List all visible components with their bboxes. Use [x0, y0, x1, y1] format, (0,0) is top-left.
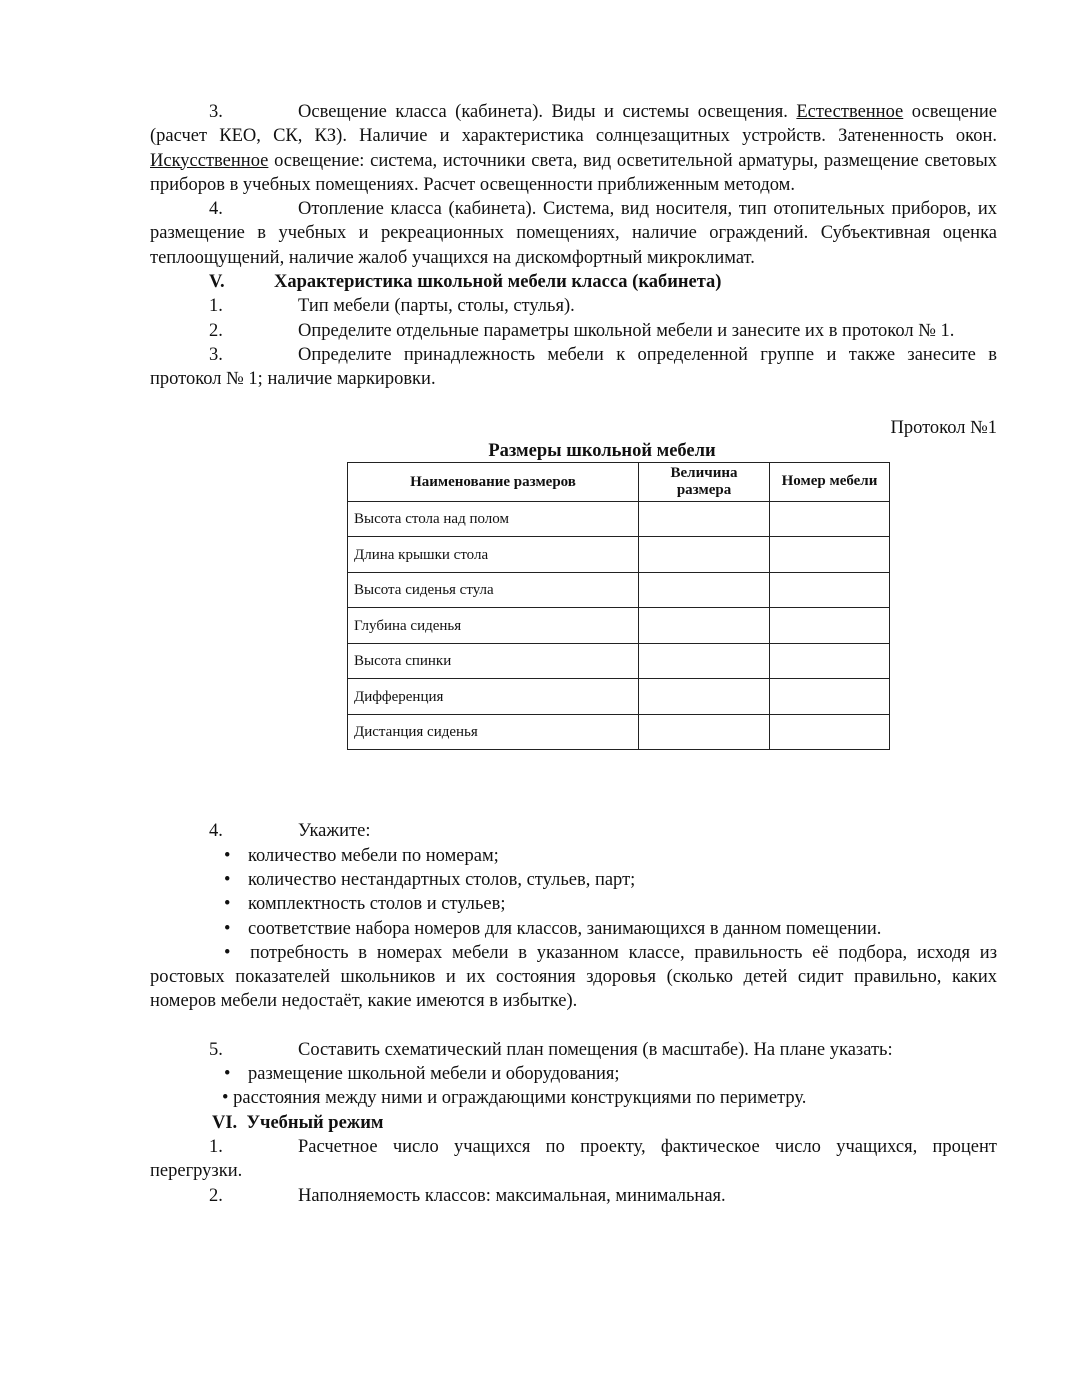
- value-cell[interactable]: [639, 643, 770, 679]
- row-label: Высота сиденья стула: [348, 572, 639, 608]
- lighting-text-c: освещение: система, источники света, вид осветительной арматуры, размещение световых приборов в учебных помещениях. Расчет освещенности приближенным методом.: [150, 150, 997, 195]
- value-cell[interactable]: [639, 537, 770, 573]
- item-text: Определите отдельные параметры школьной мебели и занесите их в протокол № 1.: [298, 320, 955, 341]
- bullet-item: [150, 892, 997, 916]
- table-row: [348, 714, 890, 750]
- bullet-item: [150, 941, 997, 1014]
- table-row: [348, 537, 890, 573]
- bullet-text: расстояния между ними и ограждающими конструкциями по периметру.: [233, 1088, 807, 1109]
- table-header-row: [348, 462, 890, 501]
- item-text: Укажите:: [298, 821, 371, 842]
- bullet-icon: •: [224, 918, 231, 939]
- list-item: [150, 1038, 997, 1062]
- table-row: [348, 608, 890, 644]
- value-cell[interactable]: [639, 714, 770, 750]
- value-cell[interactable]: [639, 679, 770, 715]
- value-cell[interactable]: [639, 608, 770, 644]
- section-roman: V.: [209, 272, 225, 293]
- item-text: Составить схематический план помещения (в масштабе). На плане указать:: [298, 1039, 893, 1060]
- bullet-item: [150, 844, 997, 868]
- number-cell[interactable]: [770, 679, 890, 715]
- bullet-icon: •: [224, 869, 231, 890]
- row-label: Длина крышки стола: [348, 537, 639, 573]
- section-title: Характеристика школьной мебели класса (кабинета): [274, 272, 722, 293]
- lighting-text-a: Освещение класса (кабинета). Виды и системы освещения.: [298, 102, 797, 122]
- list-item: [150, 1135, 997, 1184]
- item-text: Наполняемость классов: максимальная, минимальная.: [298, 1185, 726, 1206]
- row-label: Глубина сиденья: [348, 608, 639, 644]
- list-item: [150, 343, 997, 392]
- number-cell[interactable]: [770, 714, 890, 750]
- section-title: Учебный режим: [246, 1112, 384, 1133]
- bullet-text: количество мебели по номерам;: [248, 845, 499, 866]
- column-header-name: Наименование размеров: [348, 462, 639, 501]
- value-cell[interactable]: [639, 572, 770, 608]
- table-row: [348, 643, 890, 679]
- bullet-icon: •: [224, 894, 231, 915]
- bullet-item: [150, 1086, 997, 1110]
- item-text: Тип мебели (парты, столы, стулья).: [298, 296, 575, 317]
- row-label: Дистанция сиденья: [348, 714, 639, 750]
- protocol-label: Протокол №1: [890, 417, 997, 438]
- paragraph-lighting: [150, 100, 997, 197]
- section-heading-v: [150, 270, 997, 294]
- number-cell[interactable]: [770, 643, 890, 679]
- heating-text: Отопление класса (кабинета). Система, вид носителя, тип отопительных приборов, их размещение в учебных и рекреационных помещениях, наличие ограждений. Субъективная оценка теплоощущений, наличие жалоб учащихся на дискомфортный микроклимат.: [150, 199, 997, 268]
- paragraph-heating: [150, 197, 997, 270]
- number-cell[interactable]: [770, 501, 890, 537]
- table-title: Размеры школьной мебели: [488, 440, 716, 461]
- lighting-text-b: освещение (расчет КЕО, СК, КЗ). Наличие и характеристика солнцезащитных устройств. Затененность окон.: [150, 102, 997, 147]
- item-number: 2.: [209, 1185, 223, 1206]
- bullet-text: размещение школьной мебели и оборудования;: [248, 1064, 620, 1085]
- bullet-icon: •: [224, 1064, 231, 1085]
- list-item: [150, 819, 997, 843]
- bullet-icon: •: [224, 845, 231, 866]
- table-row: [348, 501, 890, 537]
- bullet-icon: •: [222, 1088, 229, 1109]
- item-number: 1.: [209, 296, 223, 317]
- table-row: [348, 679, 890, 715]
- bullet-icon: •: [224, 942, 231, 963]
- item-number: 4.: [209, 821, 223, 842]
- list-item: [150, 294, 997, 318]
- bullet-text: комплектность столов и стульев;: [248, 894, 506, 915]
- number-cell[interactable]: [770, 572, 890, 608]
- document-page: [150, 100, 997, 1208]
- item-number: 4.: [209, 199, 223, 220]
- item-number: 2.: [209, 320, 223, 341]
- column-header-value: Величина размера: [639, 462, 770, 501]
- item-text: Определите принадлежность мебели к определенной группе и также занесите в протокол № 1; наличие маркировки.: [150, 344, 997, 390]
- column-header-number: Номер мебели: [770, 462, 890, 501]
- item-number: 5.: [209, 1039, 223, 1060]
- item-number: 3.: [209, 344, 223, 365]
- list-item: [150, 319, 997, 343]
- furniture-dimensions-table: [347, 462, 890, 751]
- section-heading-vi: [150, 1111, 997, 1135]
- natural-lighting-term: Естественное: [796, 102, 904, 122]
- bullet-item: [150, 868, 997, 892]
- artificial-lighting-term: Искусственное: [150, 150, 269, 171]
- number-cell[interactable]: [770, 537, 890, 573]
- row-label: Дифференция: [348, 679, 639, 715]
- bullet-text: количество нестандартных столов, стульев, парт;: [248, 869, 636, 890]
- item-text: Расчетное число учащихся по проекту, фактическое число учащихся, процент перегрузки.: [150, 1136, 997, 1182]
- number-cell[interactable]: [770, 608, 890, 644]
- table-row: [348, 572, 890, 608]
- bullet-text: потребность в номерах мебели в указанном классе, правильность её подбора, исходя из ростовых показателей школьников и их состояния здоровья (сколько детей сидит правильно, каких номеров мебели недостаёт, какие имеются в избытке).: [150, 942, 998, 1012]
- item-number: 1.: [209, 1136, 223, 1157]
- item-number: 3.: [209, 102, 223, 122]
- row-label: Высота стола над полом: [348, 501, 639, 537]
- row-label: Высота спинки: [348, 643, 639, 679]
- bullet-item: [150, 917, 997, 941]
- bullet-text: соответствие набора номеров для классов, занимающихся в данном помещении.: [248, 918, 882, 939]
- list-item: [150, 1184, 997, 1208]
- section-roman: VI.: [212, 1112, 238, 1133]
- value-cell[interactable]: [639, 501, 770, 537]
- bullet-item: [150, 1062, 997, 1086]
